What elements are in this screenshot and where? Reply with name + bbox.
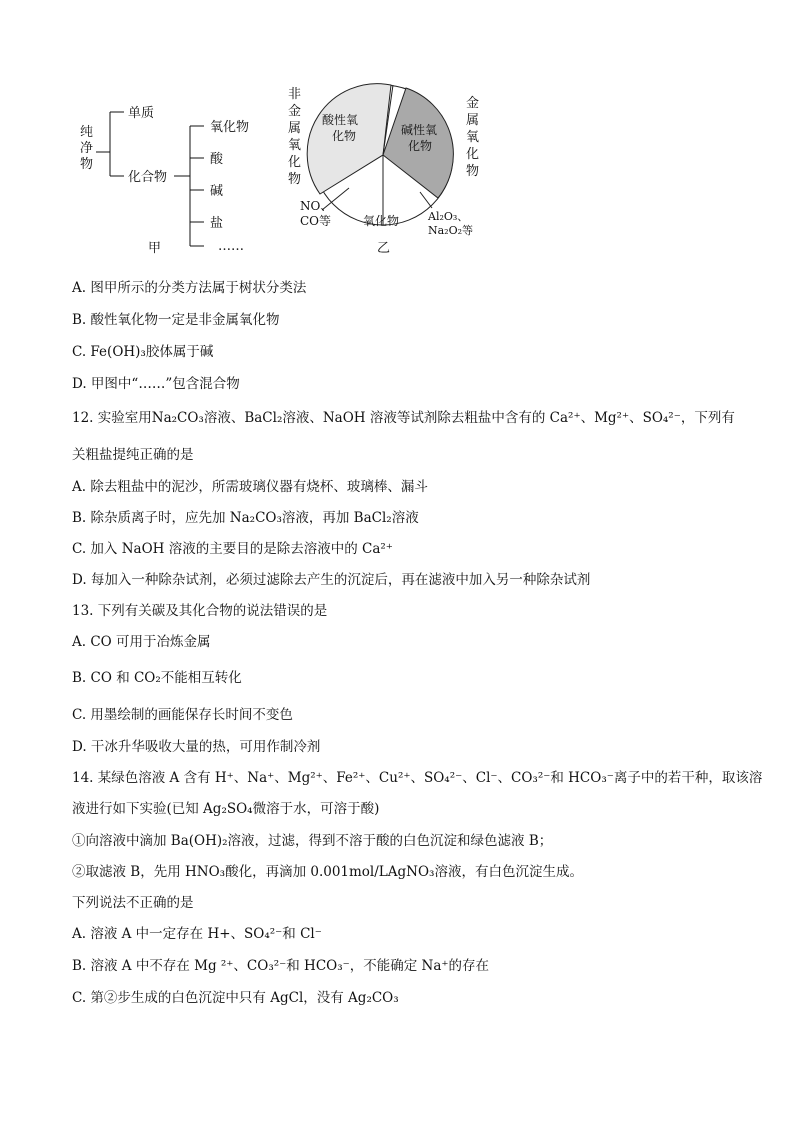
tree-level2-item: 碱 (210, 184, 224, 199)
q14-option-a: A. 溶液 A 中一定存在 H+、SO₄²⁻和 Cl⁻ (72, 926, 322, 942)
pie-left-label-char: 非 (288, 87, 302, 102)
q14-option-c: C. 第②步生成的白色沉淀中只有 AgCl，没有 Ag₂CO₃ (72, 990, 399, 1006)
pie-basic-label-line1: 碱性氧 (401, 123, 438, 137)
q11-option-b: B. 酸性氧化物一定是非金属氧化物 (72, 312, 280, 328)
tree-level2-item: 氧化物 (210, 120, 250, 135)
q12-stem-line1: 12. 实验室用Na₂CO₃溶液、BaCl₂溶液、NaOH 溶液等试剂除去粗盐中含有的 Ca²⁺、Mg²⁺、SO₄²⁻，下列有 (72, 410, 735, 426)
pie-left-label-char: 氧 (288, 138, 302, 153)
tree-caption: 甲 (148, 241, 162, 256)
q12-option-c: C. 加入 NaOH 溶液的主要目的是除去溶液中的 Ca²⁺ (72, 541, 393, 557)
pie-left-label-char: 物 (288, 172, 302, 187)
tree-level1-item: 单质 (128, 106, 155, 121)
q13-option-c: C. 用墨绘制的画能保存长时间不变色 (72, 707, 293, 723)
q14-step2: ②取滤液 B，先用 HNO₃酸化，再滴加 0.001mol/LAgNO₃溶液，有白色沉淀生成。 (72, 864, 583, 880)
pie-right-label-char: 物 (466, 164, 480, 179)
q11-option-d: D. 甲图中“……”包含混合物 (72, 376, 240, 392)
pie-caption: 乙 (377, 241, 391, 256)
pie-left-label-char: 属 (288, 121, 302, 136)
q13-option-d: D. 干冰升华吸收大量的热，可用作制冷剂 (72, 739, 321, 755)
pie-right-label-char: 氧 (466, 130, 480, 145)
pie-right-example-line1: Al₂O₃、 (428, 210, 469, 223)
pie-bottom-label: 氧化物 (363, 214, 400, 228)
pie-left-label-char: 金 (288, 104, 302, 119)
q13-option-a: A. CO 可用于冶炼金属 (72, 634, 211, 650)
tree-level2-item: …… (218, 239, 244, 254)
tree-level1-item: 化合物 (128, 170, 168, 185)
q14-question: 下列说法不正确的是 (72, 895, 194, 911)
q13-stem: 13. 下列有关碳及其化合物的说法错误的是 (72, 603, 328, 619)
pie-diagram (288, 84, 479, 256)
pie-left-example-line2: CO等 (300, 214, 332, 228)
q14-stem-line2: 液进行如下实验(已知 Ag₂SO₄微溶于水，可溶于酸) (72, 801, 380, 817)
tree-level2-item: 酸 (210, 152, 224, 167)
pie-acidic-label-line1: 酸性氧 (322, 113, 359, 127)
pie-right-label-char: 属 (466, 113, 480, 128)
tree-root-char-1: 纯 (80, 125, 94, 140)
pie-right-label-char: 化 (466, 147, 480, 162)
q11-option-c: C. Fe(OH)₃胶体属于碱 (72, 344, 214, 360)
pie-left-label-char: 化 (288, 155, 302, 170)
pie-acidic-label-line2: 化物 (332, 129, 357, 143)
tree-root-char-3: 物 (80, 157, 94, 172)
tree-level2-item: 盐 (210, 216, 224, 231)
pie-basic-label-line2: 化物 (408, 139, 433, 153)
q14-option-b: B. 溶液 A 中不存在 Mg ²⁺、CO₃²⁻和 HCO₃⁻，不能确定 Na⁺的存在 (72, 958, 490, 974)
pie-right-example-line2: Na₂O₂等 (428, 224, 474, 237)
pie-right-label-char: 金 (466, 96, 480, 111)
pie-left-example-line1: NO、 (300, 199, 333, 213)
q12-stem-line2: 关粗盐提纯正确的是 (72, 447, 194, 463)
q12-option-b: B. 除杂质离子时，应先加 Na₂CO₃溶液，再加 BaCl₂溶液 (72, 510, 419, 526)
q11-option-a: A. 图甲所示的分类方法属于树状分类法 (72, 280, 307, 296)
tree-root-char-2: 净 (80, 141, 94, 156)
q13-option-b: B. CO 和 CO₂不能相互转化 (72, 670, 242, 686)
classification-figure (60, 80, 500, 260)
q12-option-a: A. 除去粗盐中的泥沙，所需玻璃仪器有烧杯、玻璃棒、漏斗 (72, 479, 428, 495)
q12-option-d: D. 每加入一种除杂试剂，必须过滤除去产生的沉淀后，再在滤液中加入另一种除杂试剂 (72, 572, 591, 588)
q14-stem-line1: 14. 某绿色溶液 A 含有 H⁺、Na⁺、Mg²⁺、Fe²⁺、Cu²⁺、SO₄²⁻、Cl⁻、CO₃²⁻和 HCO₃⁻离子中的若干种，取该溶 (72, 770, 763, 786)
q14-step1: ①向溶液中滴加 Ba(OH)₂溶液，过滤，得到不溶于酸的白色沉淀和绿色滤液 B； (72, 833, 553, 849)
tree-diagram (80, 106, 249, 256)
